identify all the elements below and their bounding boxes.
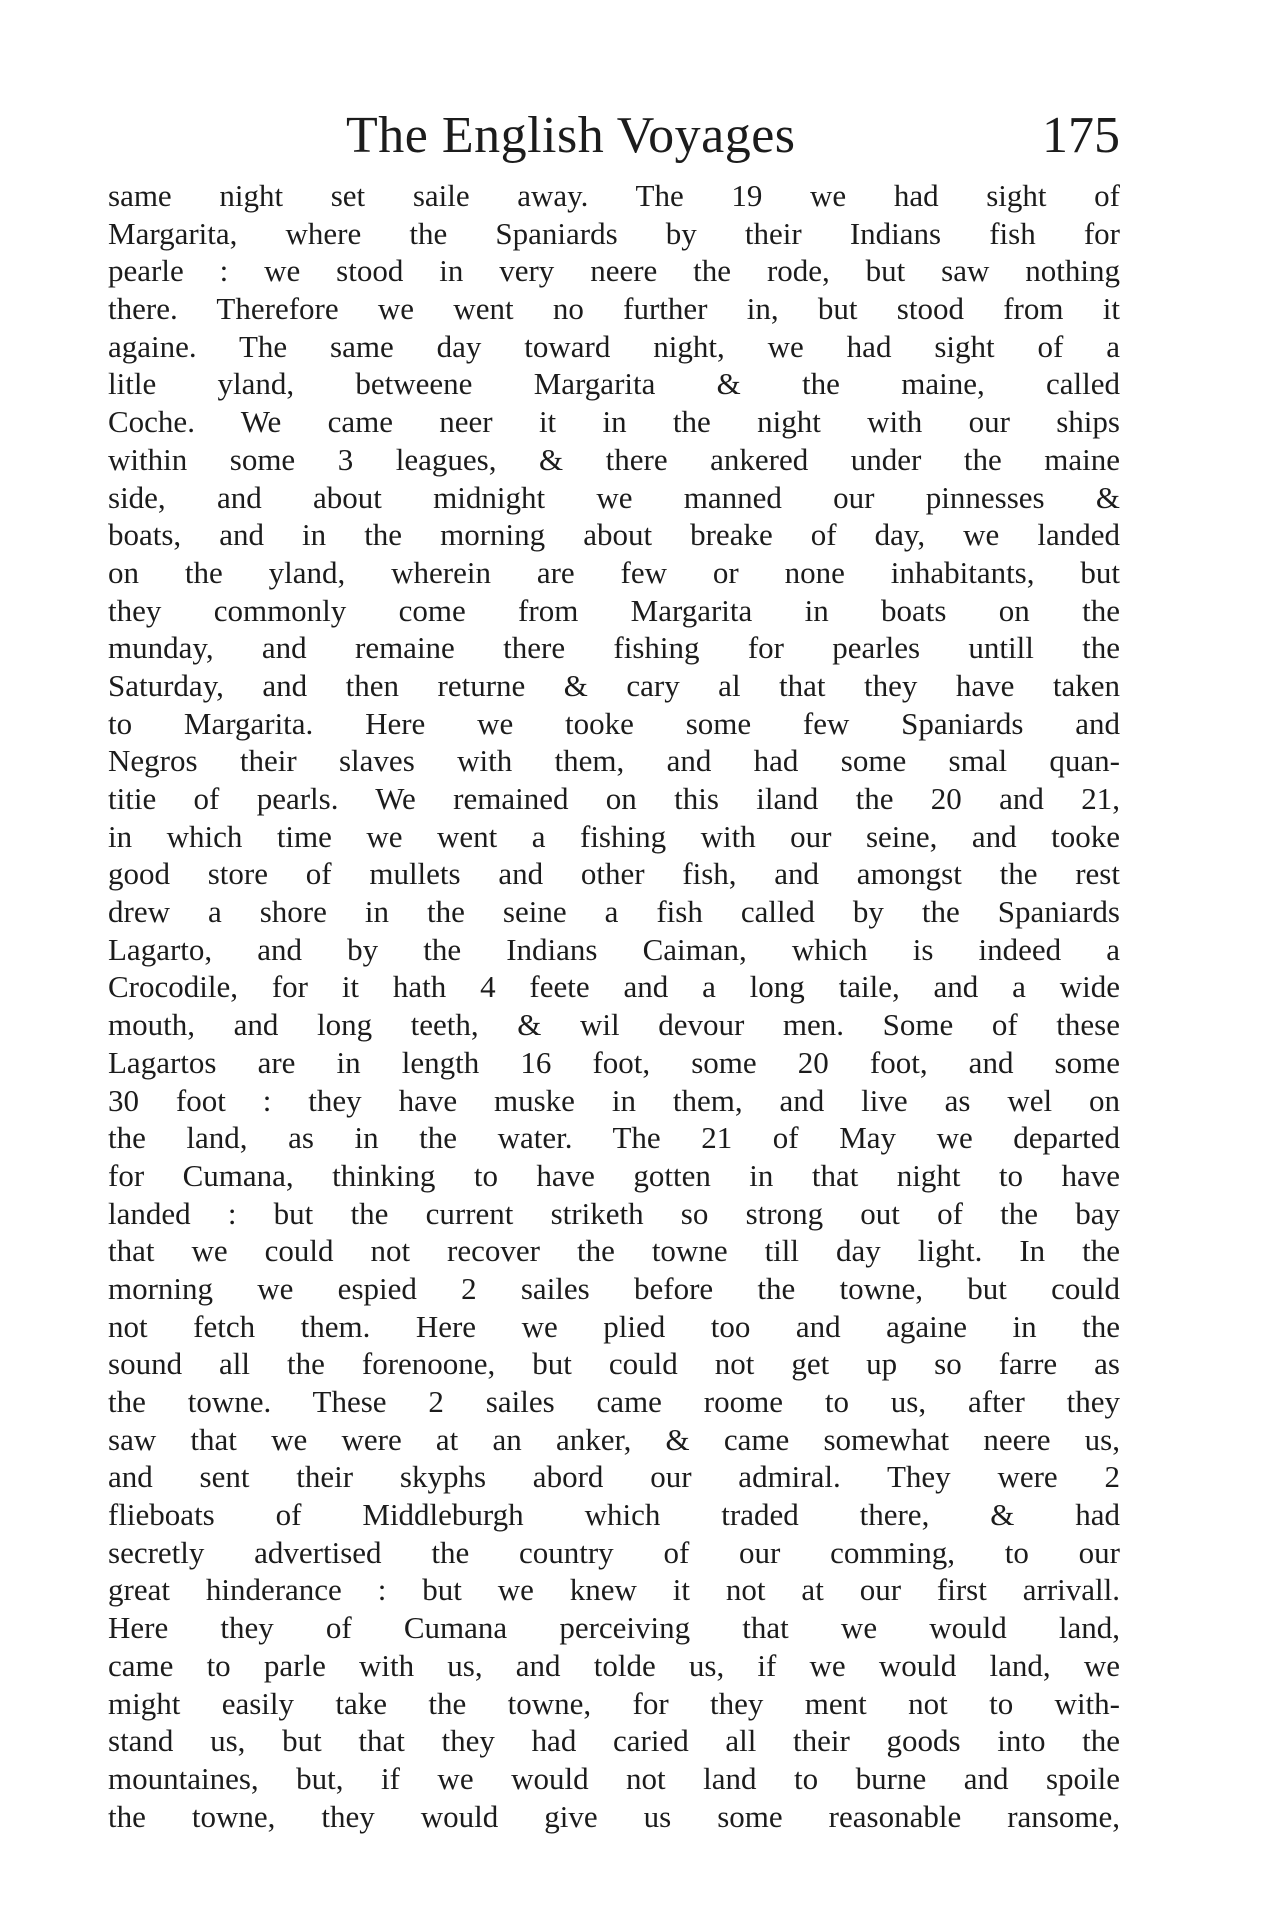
text-line: titie of pearls. We remained on this iland the 20 and 21, [108, 781, 1120, 816]
text-line: secretly advertised the country of our comming, to our [108, 1534, 1120, 1570]
text-line: Negros their slaves with them, and had some smal quan- [108, 743, 1120, 779]
page-header [108, 104, 1120, 168]
text-line: mouth, and long teeth, & wil devour men. Some of these [108, 1007, 1120, 1043]
text-line: landed : but the current striketh so strong out of the bay [108, 1195, 1120, 1231]
text-line: great hinderance : but we knew it not at our first arrivall. [108, 1572, 1120, 1608]
text-line: munday, and remaine there fishing for pearles untill the [108, 630, 1120, 666]
text-line: that we could not recover the towne till day light. In the [108, 1233, 1120, 1269]
text-line: flieboats of Middleburgh which traded there, & had [108, 1497, 1120, 1533]
text-line: Lagartos are in length 16 foot, some 20 foot, and some [108, 1044, 1120, 1080]
text-line: saw that we were at an anker, & came somewhat neere us, [108, 1421, 1120, 1457]
text-line: againe. The same day toward night, we had sight of a [108, 328, 1120, 364]
text-line: on the yland, wherein are few or none inhabitants, but [108, 554, 1120, 590]
text-line: stand us, but that they had caried all their goods into the [108, 1723, 1120, 1759]
text-line: drew a shore in the seine a fish called by the Spaniards [108, 894, 1120, 930]
body-text [108, 177, 1120, 1835]
text-line: for Cumana, thinking to have gotten in that night to have [108, 1157, 1120, 1193]
text-line: the towne. These 2 sailes came roome to us, after they [108, 1384, 1120, 1419]
text-line: the towne, they would give us some reasonable ransome, [108, 1798, 1120, 1834]
text-line: good store of mullets and other fish, and amongst the rest [108, 856, 1120, 892]
text-line: to Margarita. Here we tooke some few Spaniards and [108, 705, 1120, 741]
text-line: litle yland, betweene Margarita & the maine, called [108, 366, 1120, 402]
text-line: might easily take the towne, for they ment not to with- [108, 1685, 1120, 1721]
text-line: Crocodile, for it hath 4 feete and a long taile, and a wide [108, 969, 1120, 1005]
text-line: there. Therefore we went no further in, but stood from it [108, 291, 1120, 327]
text-line: boats, and in the morning about breake of day, we landed [108, 517, 1120, 553]
text-line: in which time we went a fishing with our seine, and tooke [108, 818, 1120, 854]
text-line: Margarita, where the Spaniards by their Indians fish for [108, 215, 1120, 251]
text-line: came to parle with us, and tolde us, if we would land, we [108, 1647, 1120, 1683]
text-line: morning we espied 2 sailes before the towne, but could [108, 1270, 1120, 1306]
text-line: 30 foot : they have muske in them, and live as wel on [108, 1082, 1120, 1118]
text-line: Coche. We came neer it in the night with our ships [108, 404, 1120, 440]
text-line: Here they of Cumana perceiving that we would land, [108, 1610, 1120, 1646]
text-line: within some 3 leagues, & there ankered under the maine [108, 441, 1120, 477]
text-line: they commonly come from Margarita in boats on the [108, 592, 1120, 628]
text-line: same night set saile away. The 19 we had sight of [108, 178, 1120, 213]
text-line: the land, as in the water. The 21 of May we departed [108, 1120, 1120, 1156]
running-title: The English Voyages [346, 107, 796, 164]
text-line: mountaines, but, if we would not land to burne and spoile [108, 1760, 1120, 1796]
text-line: side, and about midnight we manned our pinnesses & [108, 479, 1120, 515]
text-line: not fetch them. Here we plied too and againe in the [108, 1308, 1120, 1344]
text-line: Lagarto, and by the Indians Caiman, which is indeed a [108, 931, 1120, 967]
text-line: Saturday, and then returne & cary al that they have taken [108, 667, 1120, 703]
page-number: 175 [1042, 107, 1120, 164]
text-line: sound all the forenoone, but could not get up so farre as [108, 1346, 1120, 1382]
text-line: and sent their skyphs abord our admiral. They were 2 [108, 1459, 1120, 1495]
text-line: pearle : we stood in very neere the rode, but saw nothing [108, 253, 1120, 289]
